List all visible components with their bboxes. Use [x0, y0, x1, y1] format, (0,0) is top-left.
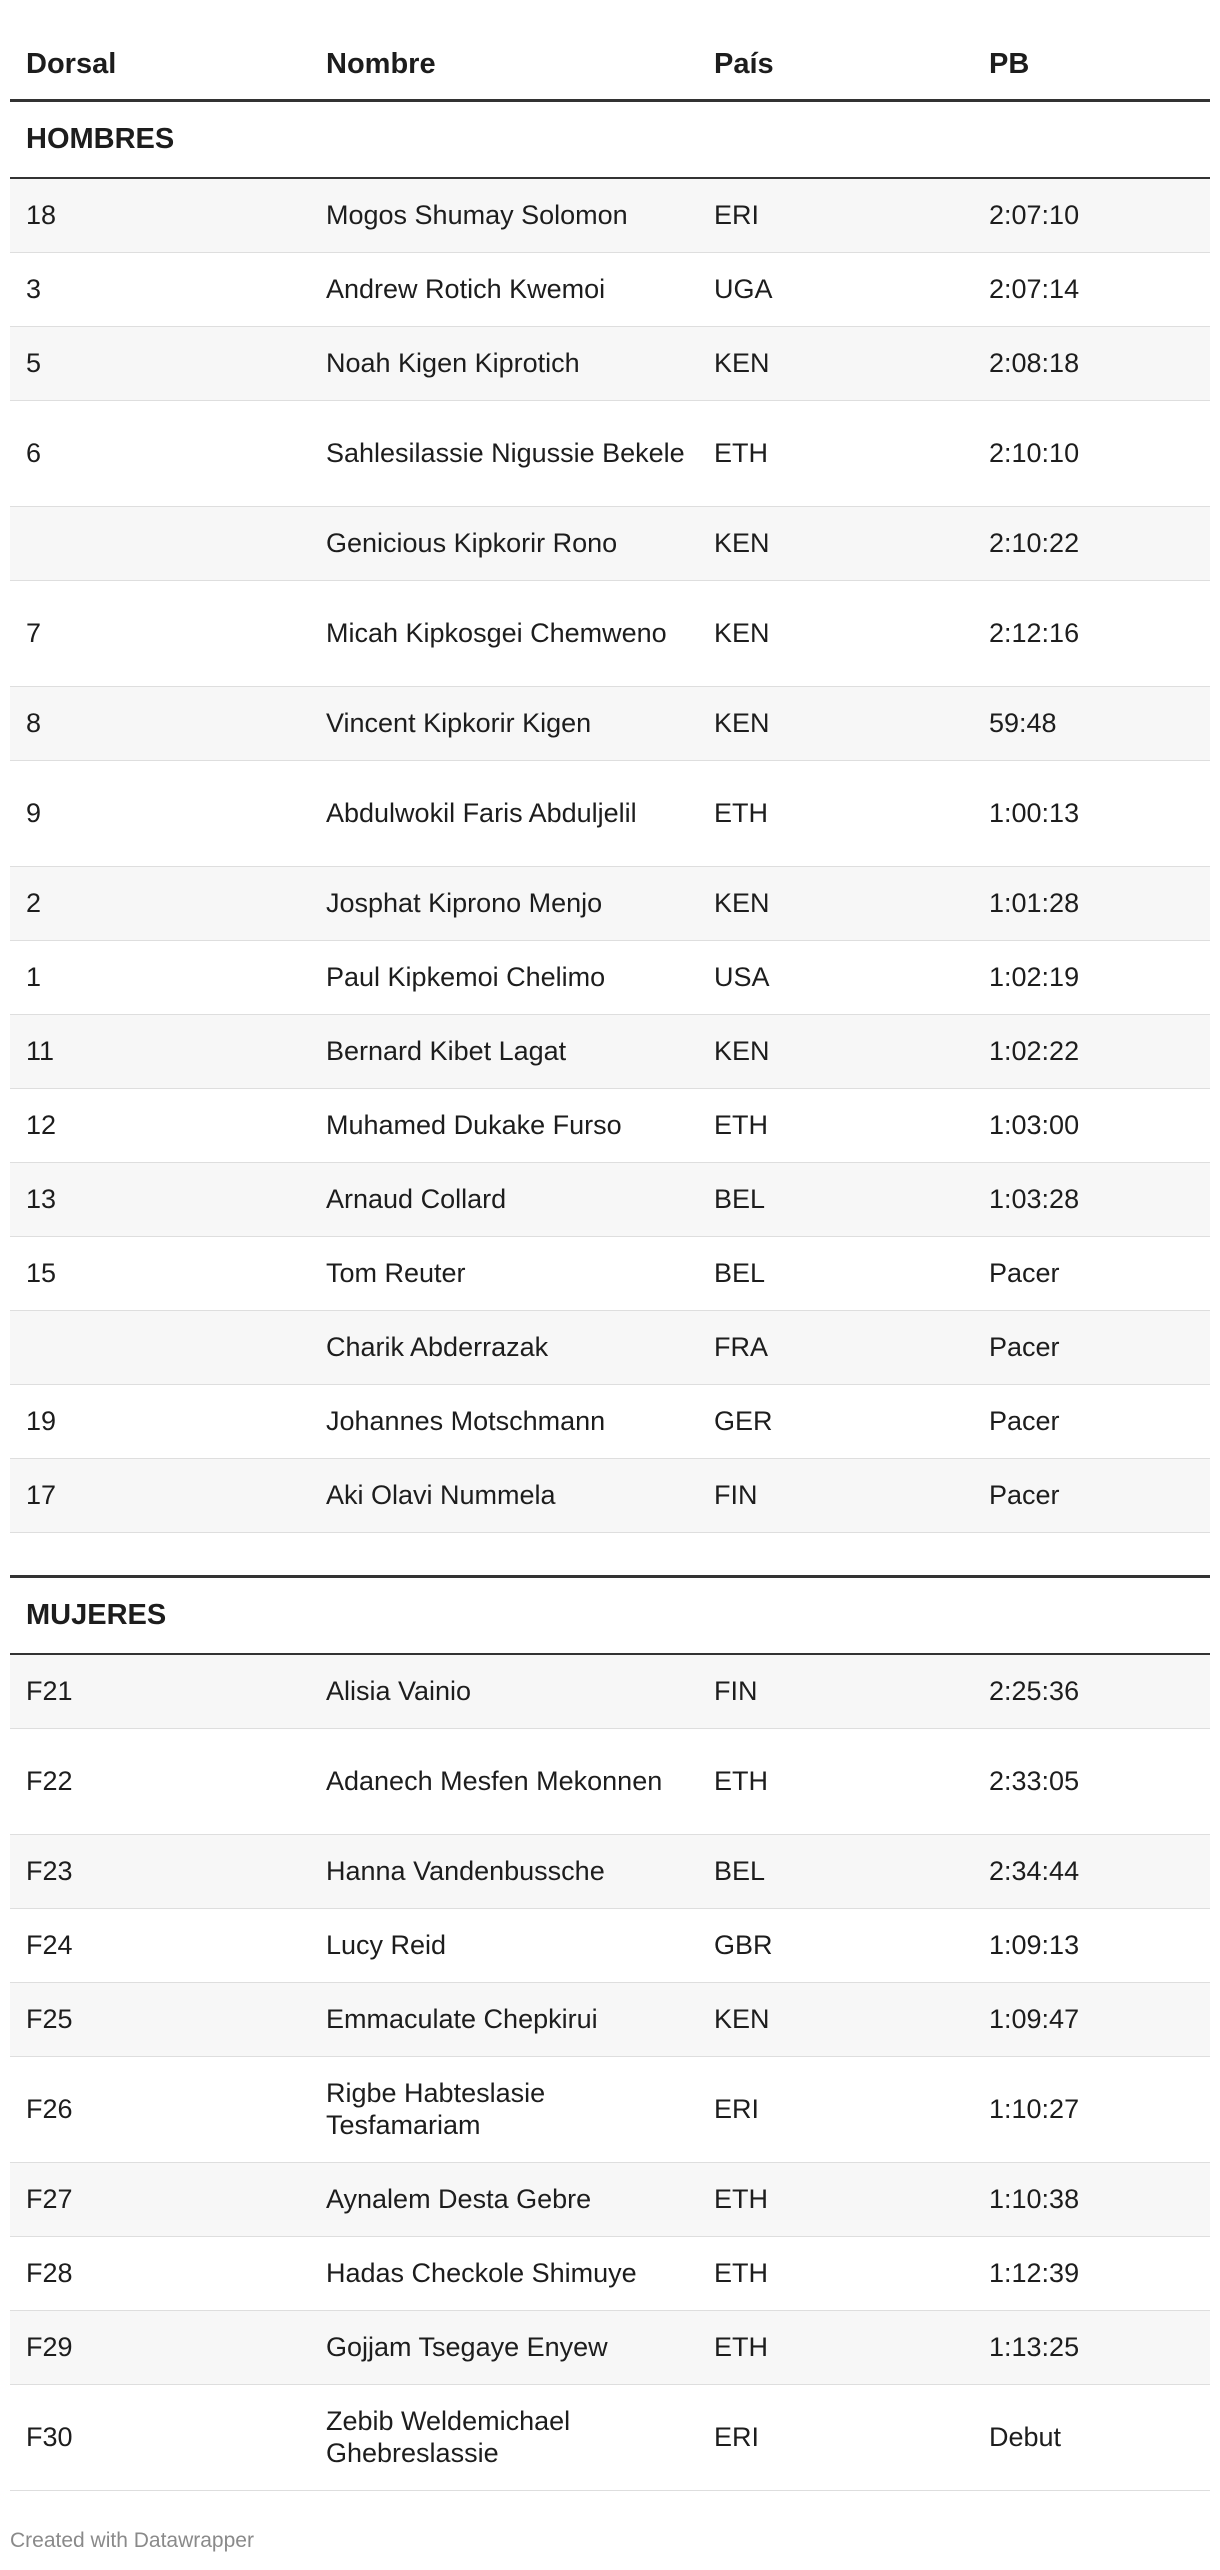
cell-pais: ERI [698, 178, 973, 252]
cell-dorsal: 9 [10, 760, 310, 866]
cell-pb: Pacer [973, 1310, 1210, 1384]
table-row [10, 1014, 1210, 1088]
cell-dorsal: F27 [10, 2162, 310, 2236]
cell-pais: BEL [698, 1834, 973, 1908]
cell-pais: USA [698, 940, 973, 1014]
cell-dorsal: F22 [10, 1728, 310, 1834]
table-row [10, 400, 1210, 506]
table-header [10, 0, 1210, 100]
table-row [10, 178, 1210, 252]
cell-pb: 1:03:00 [973, 1088, 1210, 1162]
cell-nombre: Johannes Motschmann [310, 1384, 698, 1458]
header-pais[interactable]: País [698, 0, 973, 100]
cell-pb: 1:10:27 [973, 2056, 1210, 2162]
datawrapper-credit: Created with Datawrapper [10, 2528, 254, 2552]
cell-nombre: Charik Abderrazak [310, 1310, 698, 1384]
cell-pais: BEL [698, 1162, 973, 1236]
women-group-row [10, 1576, 1210, 1654]
men-section [10, 100, 1210, 1532]
cell-pb: 2:10:22 [973, 506, 1210, 580]
cell-dorsal [10, 506, 310, 580]
cell-nombre: Aynalem Desta Gebre [310, 2162, 698, 2236]
table-row [10, 326, 1210, 400]
header-dorsal[interactable]: Dorsal [10, 0, 310, 100]
cell-nombre: Alisia Vainio [310, 1654, 698, 1728]
table-row [10, 252, 1210, 326]
cell-pb: 1:02:19 [973, 940, 1210, 1014]
cell-pb: 1:01:28 [973, 866, 1210, 940]
cell-pais: GBR [698, 1908, 973, 1982]
cell-nombre: Aki Olavi Nummela [310, 1458, 698, 1532]
cell-pb: 1:12:39 [973, 2236, 1210, 2310]
table-row [10, 1728, 1210, 1834]
cell-dorsal: 8 [10, 686, 310, 760]
cell-pais: FIN [698, 1458, 973, 1532]
table-row [10, 2162, 1210, 2236]
cell-nombre: Adanech Mesfen Mekonnen [310, 1728, 698, 1834]
cell-nombre: Hadas Checkole Shimuye [310, 2236, 698, 2310]
cell-pb: 2:07:14 [973, 252, 1210, 326]
cell-pb: Pacer [973, 1384, 1210, 1458]
cell-pb: 59:48 [973, 686, 1210, 760]
cell-nombre: Paul Kipkemoi Chelimo [310, 940, 698, 1014]
cell-nombre: Mogos Shumay Solomon [310, 178, 698, 252]
cell-nombre: Vincent Kipkorir Kigen [310, 686, 698, 760]
cell-dorsal: 17 [10, 1458, 310, 1532]
cell-pb: 2:34:44 [973, 1834, 1210, 1908]
cell-pais: KEN [698, 326, 973, 400]
section-spacer [10, 1532, 1210, 1576]
table-row [10, 1654, 1210, 1728]
cell-nombre: Gojjam Tsegaye Enyew [310, 2310, 698, 2384]
cell-pb: 2:10:10 [973, 400, 1210, 506]
table-row [10, 1236, 1210, 1310]
cell-pais: KEN [698, 580, 973, 686]
cell-pais: UGA [698, 252, 973, 326]
table-row [10, 1310, 1210, 1384]
cell-pb: Pacer [973, 1458, 1210, 1532]
cell-nombre: Andrew Rotich Kwemoi [310, 252, 698, 326]
table-row [10, 1834, 1210, 1908]
table-row [10, 1908, 1210, 1982]
table-row [10, 2056, 1210, 2162]
cell-dorsal: 1 [10, 940, 310, 1014]
header-pb[interactable]: PB [973, 0, 1210, 100]
cell-nombre: Zebib Weldemichael Ghebreslassie [310, 2384, 698, 2490]
cell-nombre: Hanna Vandenbussche [310, 1834, 698, 1908]
cell-dorsal: F23 [10, 1834, 310, 1908]
table-row [10, 2384, 1210, 2490]
cell-pb: 1:02:22 [973, 1014, 1210, 1088]
cell-pais: GER [698, 1384, 973, 1458]
cell-dorsal: 7 [10, 580, 310, 686]
cell-dorsal: 15 [10, 1236, 310, 1310]
cell-pb: 1:03:28 [973, 1162, 1210, 1236]
cell-pais: ETH [698, 1088, 973, 1162]
cell-pais: ETH [698, 2310, 973, 2384]
cell-nombre: Noah Kigen Kiprotich [310, 326, 698, 400]
cell-nombre: Sahlesilassie Nigussie Bekele [310, 400, 698, 506]
cell-pais: FRA [698, 1310, 973, 1384]
cell-nombre: Genicious Kipkorir Rono [310, 506, 698, 580]
cell-dorsal: F25 [10, 1982, 310, 2056]
cell-dorsal: F21 [10, 1654, 310, 1728]
cell-pais: FIN [698, 1654, 973, 1728]
cell-dorsal: 11 [10, 1014, 310, 1088]
table-row [10, 2236, 1210, 2310]
table-row [10, 506, 1210, 580]
cell-dorsal: 13 [10, 1162, 310, 1236]
cell-pb: 2:07:10 [973, 178, 1210, 252]
cell-nombre: Bernard Kibet Lagat [310, 1014, 698, 1088]
cell-pais: KEN [698, 506, 973, 580]
cell-pb: 2:08:18 [973, 326, 1210, 400]
cell-pais: ERI [698, 2384, 973, 2490]
cell-dorsal: 2 [10, 866, 310, 940]
cell-pb: 2:25:36 [973, 1654, 1210, 1728]
cell-nombre: Muhamed Dukake Furso [310, 1088, 698, 1162]
table-row [10, 1458, 1210, 1532]
cell-dorsal: 6 [10, 400, 310, 506]
cell-dorsal [10, 1310, 310, 1384]
cell-dorsal: 3 [10, 252, 310, 326]
cell-pb: Debut [973, 2384, 1210, 2490]
cell-nombre: Emmaculate Chepkirui [310, 1982, 698, 2056]
cell-nombre: Josphat Kiprono Menjo [310, 866, 698, 940]
table-row [10, 760, 1210, 866]
cell-pais: ETH [698, 2162, 973, 2236]
men-group-row [10, 100, 1210, 178]
cell-dorsal: F30 [10, 2384, 310, 2490]
cell-nombre: Arnaud Collard [310, 1162, 698, 1236]
cell-dorsal: F26 [10, 2056, 310, 2162]
cell-pb: 2:12:16 [973, 580, 1210, 686]
table-row [10, 2310, 1210, 2384]
cell-pb: 1:09:13 [973, 1908, 1210, 1982]
participants-table [10, 0, 1210, 2491]
cell-nombre: Abdulwokil Faris Abduljelil [310, 760, 698, 866]
header-row [10, 0, 1210, 100]
cell-pais: KEN [698, 686, 973, 760]
cell-pais: KEN [698, 866, 973, 940]
cell-pb: 2:33:05 [973, 1728, 1210, 1834]
cell-pais: KEN [698, 1014, 973, 1088]
table-row [10, 686, 1210, 760]
table-row [10, 940, 1210, 1014]
cell-pb: Pacer [973, 1236, 1210, 1310]
cell-dorsal: 5 [10, 326, 310, 400]
cell-dorsal: 12 [10, 1088, 310, 1162]
table-row [10, 1384, 1210, 1458]
table-row [10, 1982, 1210, 2056]
cell-dorsal: 19 [10, 1384, 310, 1458]
cell-pais: ETH [698, 400, 973, 506]
cell-nombre: Tom Reuter [310, 1236, 698, 1310]
cell-pais: ERI [698, 2056, 973, 2162]
table-row [10, 1088, 1210, 1162]
cell-pais: ETH [698, 2236, 973, 2310]
cell-pb: 1:10:38 [973, 2162, 1210, 2236]
cell-dorsal: 18 [10, 178, 310, 252]
men-group-title: HOMBRES [10, 100, 1210, 178]
table-row [10, 580, 1210, 686]
cell-pb: 1:09:47 [973, 1982, 1210, 2056]
table-row [10, 1162, 1210, 1236]
cell-dorsal: F28 [10, 2236, 310, 2310]
women-group-title: MUJERES [10, 1576, 1210, 1654]
cell-pais: ETH [698, 1728, 973, 1834]
cell-pais: ETH [698, 760, 973, 866]
cell-pb: 1:13:25 [973, 2310, 1210, 2384]
cell-pais: BEL [698, 1236, 973, 1310]
cell-pais: KEN [698, 1982, 973, 2056]
cell-nombre: Rigbe Habteslasie Tesfamariam [310, 2056, 698, 2162]
cell-dorsal: F29 [10, 2310, 310, 2384]
cell-dorsal: F24 [10, 1908, 310, 1982]
cell-nombre: Lucy Reid [310, 1908, 698, 1982]
cell-pb: 1:00:13 [973, 760, 1210, 866]
table-row [10, 866, 1210, 940]
header-nombre[interactable]: Nombre [310, 0, 698, 100]
women-section [10, 1576, 1210, 2490]
cell-nombre: Micah Kipkosgei Chemweno [310, 580, 698, 686]
